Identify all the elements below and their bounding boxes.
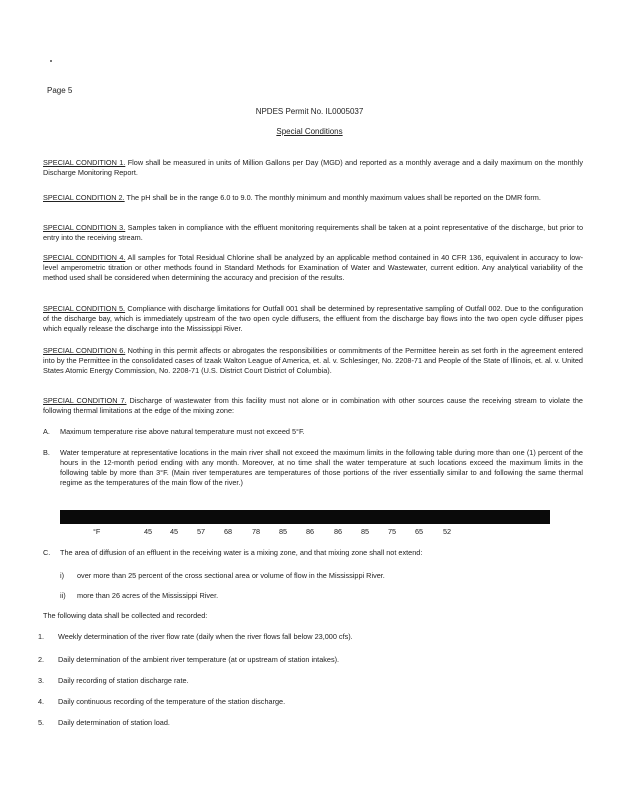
temperature-limit: 45: [170, 527, 179, 536]
condition-text: Flow shall be measured in units of Million Gallons per Day (MGD) and reported as a monthly average and a daily maximum on the monthly Discharge Monitoring Report.: [43, 158, 584, 177]
item-marker: A.: [43, 427, 50, 436]
list-text: Daily determination of station load.: [58, 718, 170, 727]
item-text: Maximum temperature rise above natural temperature must not exceed 5°F.: [60, 427, 305, 436]
list-marker: 2.: [38, 655, 45, 664]
sub-item-text: more than 26 acres of the Mississippi River.: [77, 591, 219, 600]
list-marker: 5.: [38, 718, 45, 727]
thermal-limit-b: [43, 448, 583, 488]
condition-label: SPECIAL CONDITION 7.: [43, 396, 127, 405]
condition-text: All samples for Total Residual Chlorine shall be analyzed by an applicable method contained in 40 CFR 136, equivalent in accuracy to low-level amperometric titration or other methods found in Standard Methods for Examination of Water and Wastewater, current edition. Any analytical variability of the method used shall be considered when determining the accuracy and precision of the results.: [43, 253, 584, 282]
sub-item-marker: i): [60, 571, 65, 580]
item-marker: B.: [43, 448, 50, 457]
condition-text: Nothing in this permit affects or abrogates the responsibilities or commitments of the Permittee herein as set forth in the agreement entered into by the Permittee in the consolidated cases of Izaak Walton League of America, et. al. v. Schlesinger, No. 2208-71 and People of the State of Illinois, et. al. v. United States Atomic Energy Commission, No. 2208-71 (U.S. District Court District of Columbia).: [43, 346, 583, 375]
data-intro: [43, 611, 583, 621]
data-intro-text: The following data shall be collected and recorded:: [43, 611, 208, 620]
thermal-limit-c: [43, 548, 583, 558]
special-condition-5: [43, 304, 583, 334]
list-marker: 3.: [38, 676, 45, 685]
sub-item-marker: ii): [60, 591, 66, 600]
section-title: Special Conditions: [276, 127, 343, 136]
special-condition-4: [43, 253, 583, 283]
temperature-limit: 75: [388, 527, 397, 536]
temperature-limit: 85: [361, 527, 370, 536]
temperature-limit: 68: [224, 527, 233, 536]
condition-label: SPECIAL CONDITION 2.: [43, 193, 125, 202]
condition-text: The pH shall be in the range 6.0 to 9.0. The monthly minimum and monthly maximum values shall be reported on the DMR form.: [126, 193, 541, 202]
list-text: Weekly determination of the river flow rate (daily when the river flows fall below 23,000 cfs).: [58, 632, 353, 641]
list-text: Daily determination of the ambient river temperature (at or upstream of station intakes).: [58, 655, 340, 664]
condition-text: Samples taken in compliance with the effluent monitoring requirements shall be taken at a point representative of the discharge, but prior to entry into the receiving stream.: [43, 223, 583, 242]
temperature-unit: °F: [93, 527, 101, 536]
condition-label: SPECIAL CONDITION 5.: [43, 304, 126, 313]
temperature-limit: 57: [197, 527, 206, 536]
temperature-limit: 78: [252, 527, 261, 536]
permit-title: NPDES Permit No. IL0005037: [255, 107, 364, 116]
item-text: Water temperature at representative locations in the main river shall not exceed the maximum limits in the following table during more than one (1) percent of the hours in the 12-month period ending with any month. Moreover, at no time shall the water temperature at such locations exceed the maximum limits in the following table by more than 3°F. (Main river temperatures are temperatures of those portions of the river essentially similar to and following the same thermal regime as the temperatures of the main flow of the river.): [60, 448, 583, 487]
condition-text: Compliance with discharge limitations for Outfall 001 shall be determined by representative sampling of Outfall 002. Due to the configuration of the discharge bay, which is immediately upstream of the two open cycle diffusers, the effluent from the discharge bay flows into the two open cycle diffuser pipes which equally release the discharge into the Mississippi River.: [43, 304, 584, 333]
list-marker: 1.: [38, 632, 45, 641]
scan-speck: [50, 60, 52, 62]
special-condition-3: [43, 223, 583, 243]
special-condition-2: [43, 193, 583, 203]
item-marker: C.: [43, 548, 51, 557]
temperature-limit: 85: [279, 527, 288, 536]
list-text: Daily recording of station discharge rate.: [58, 676, 189, 685]
condition-label: SPECIAL CONDITION 1.: [43, 158, 126, 167]
temperature-limit: 52: [443, 527, 452, 536]
temperature-limits-row: [60, 527, 552, 539]
special-condition-6: [43, 346, 583, 376]
special-condition-7: [43, 396, 583, 416]
condition-label: SPECIAL CONDITION 6.: [43, 346, 126, 355]
temperature-limit: 65: [415, 527, 424, 536]
special-condition-1: [43, 158, 583, 178]
condition-label: SPECIAL CONDITION 3.: [43, 223, 126, 232]
redacted-table-header: [60, 510, 550, 524]
page-number: Page 5: [47, 86, 73, 95]
temperature-limit: 86: [306, 527, 315, 536]
list-marker: 4.: [38, 697, 45, 706]
condition-label: SPECIAL CONDITION 4.: [43, 253, 126, 262]
temperature-limit: 45: [144, 527, 153, 536]
condition-text: Discharge of wastewater from this facility must not alone or in combination with other sources cause the receiving stream to violate the following thermal limitations at the edge of the mixing zone:: [43, 396, 583, 415]
thermal-limit-a: [43, 427, 583, 437]
list-text: Daily continuous recording of the temperature of the station discharge.: [58, 697, 286, 706]
sub-item-text: over more than 25 percent of the cross sectional area or volume of flow in the Mississippi River.: [77, 571, 385, 580]
item-text: The area of diffusion of an effluent in the receiving water is a mixing zone, and that mixing zone shall not extend:: [60, 548, 423, 557]
temperature-limit: 86: [334, 527, 343, 536]
